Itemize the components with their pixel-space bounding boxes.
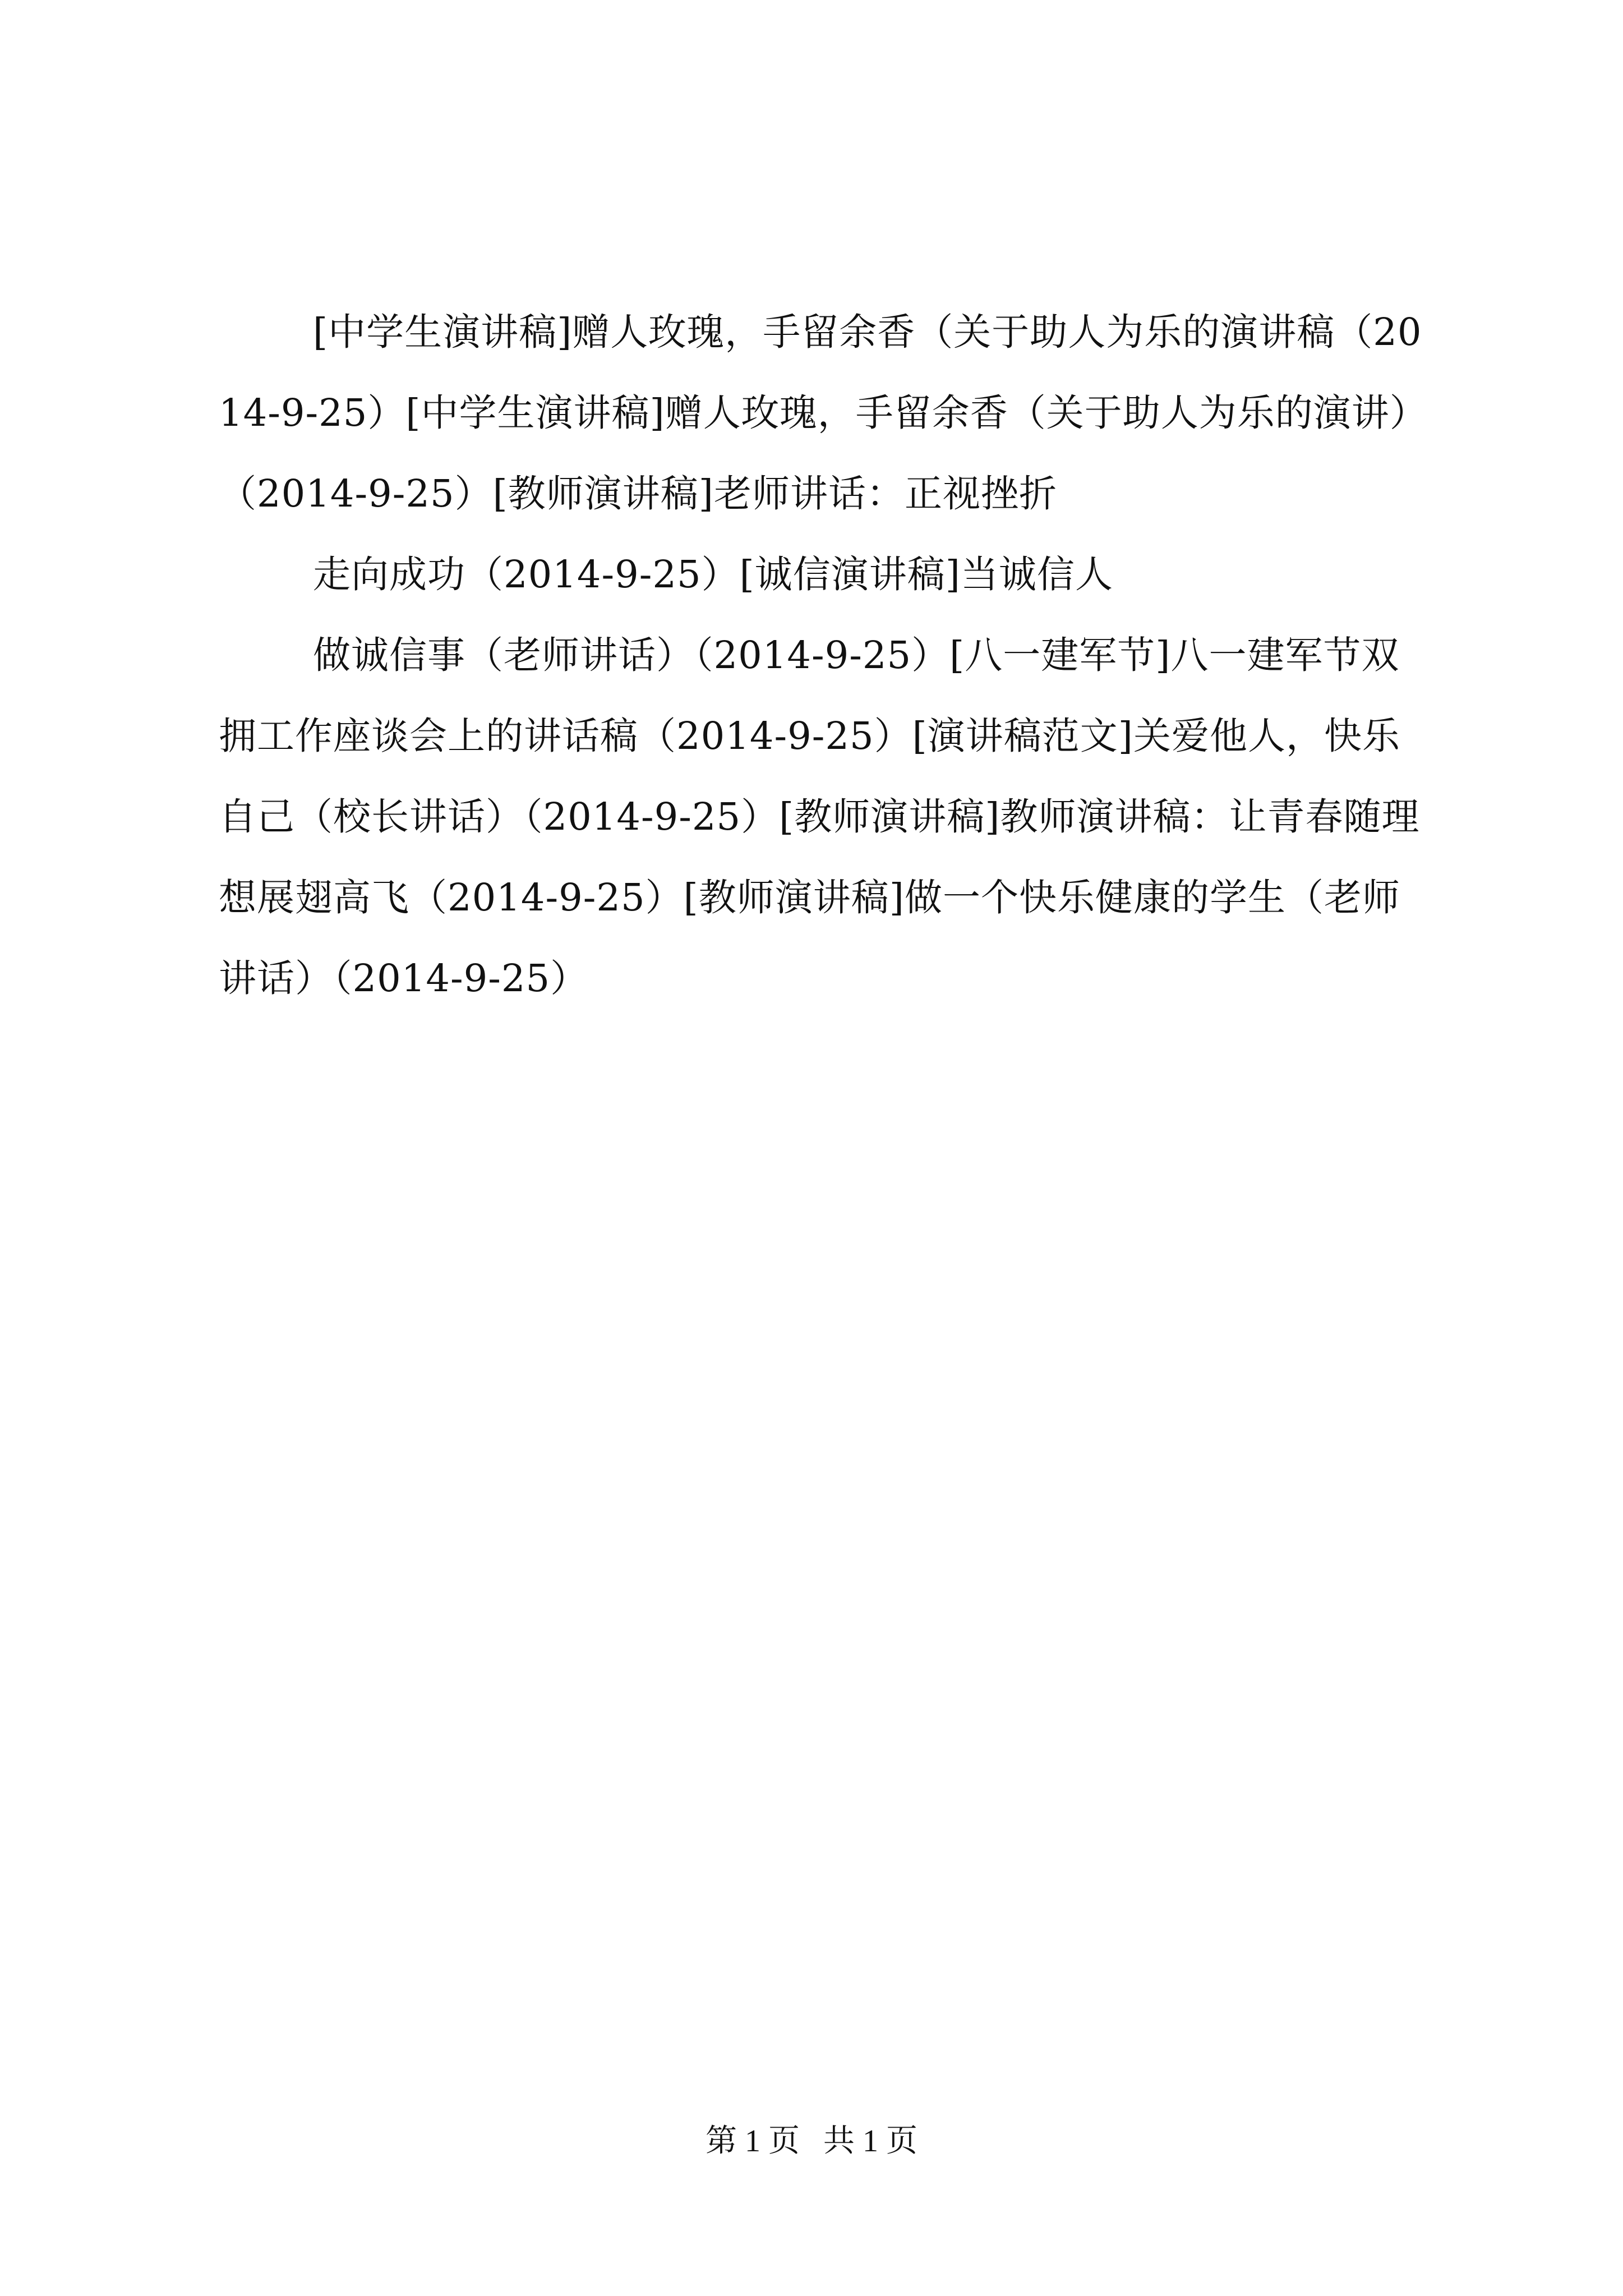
page-footer (0, 2119, 1623, 2164)
paragraph-2: 走向成功（2014-9-25）[诚信演讲稿]当诚信人 (313, 553, 1113, 596)
paragraph-1: [中学生演讲稿]赠人玫瑰，手留余香（关于助人为乐的演讲稿（2014-9-25）[中学生演讲稿]赠人玫瑰，手留余香（关于助人为乐的演讲）（2014-9-25）[教师演讲稿]老师讲话：正视挫折 (219, 310, 1422, 516)
paragraph-3: 做诚信事（老师讲话）（2014-9-25）[八一建军节]八一建军节双拥工作座谈会上的讲话稿（2014-9-25）[演讲稿范文]关爱他人，快乐自己（校长讲话）（2014-9-25）[教师演讲稿]教师演讲稿：让青春随理想展翅高飞（2014-9-25）[教师演讲稿]做一个快乐健康的学生（老师讲话）（2014-9-25） (219, 633, 1420, 1000)
page-number: 第 1 页 (706, 2124, 800, 2159)
document-body (219, 292, 1424, 1019)
page-total: 共 1 页 (823, 2124, 917, 2159)
